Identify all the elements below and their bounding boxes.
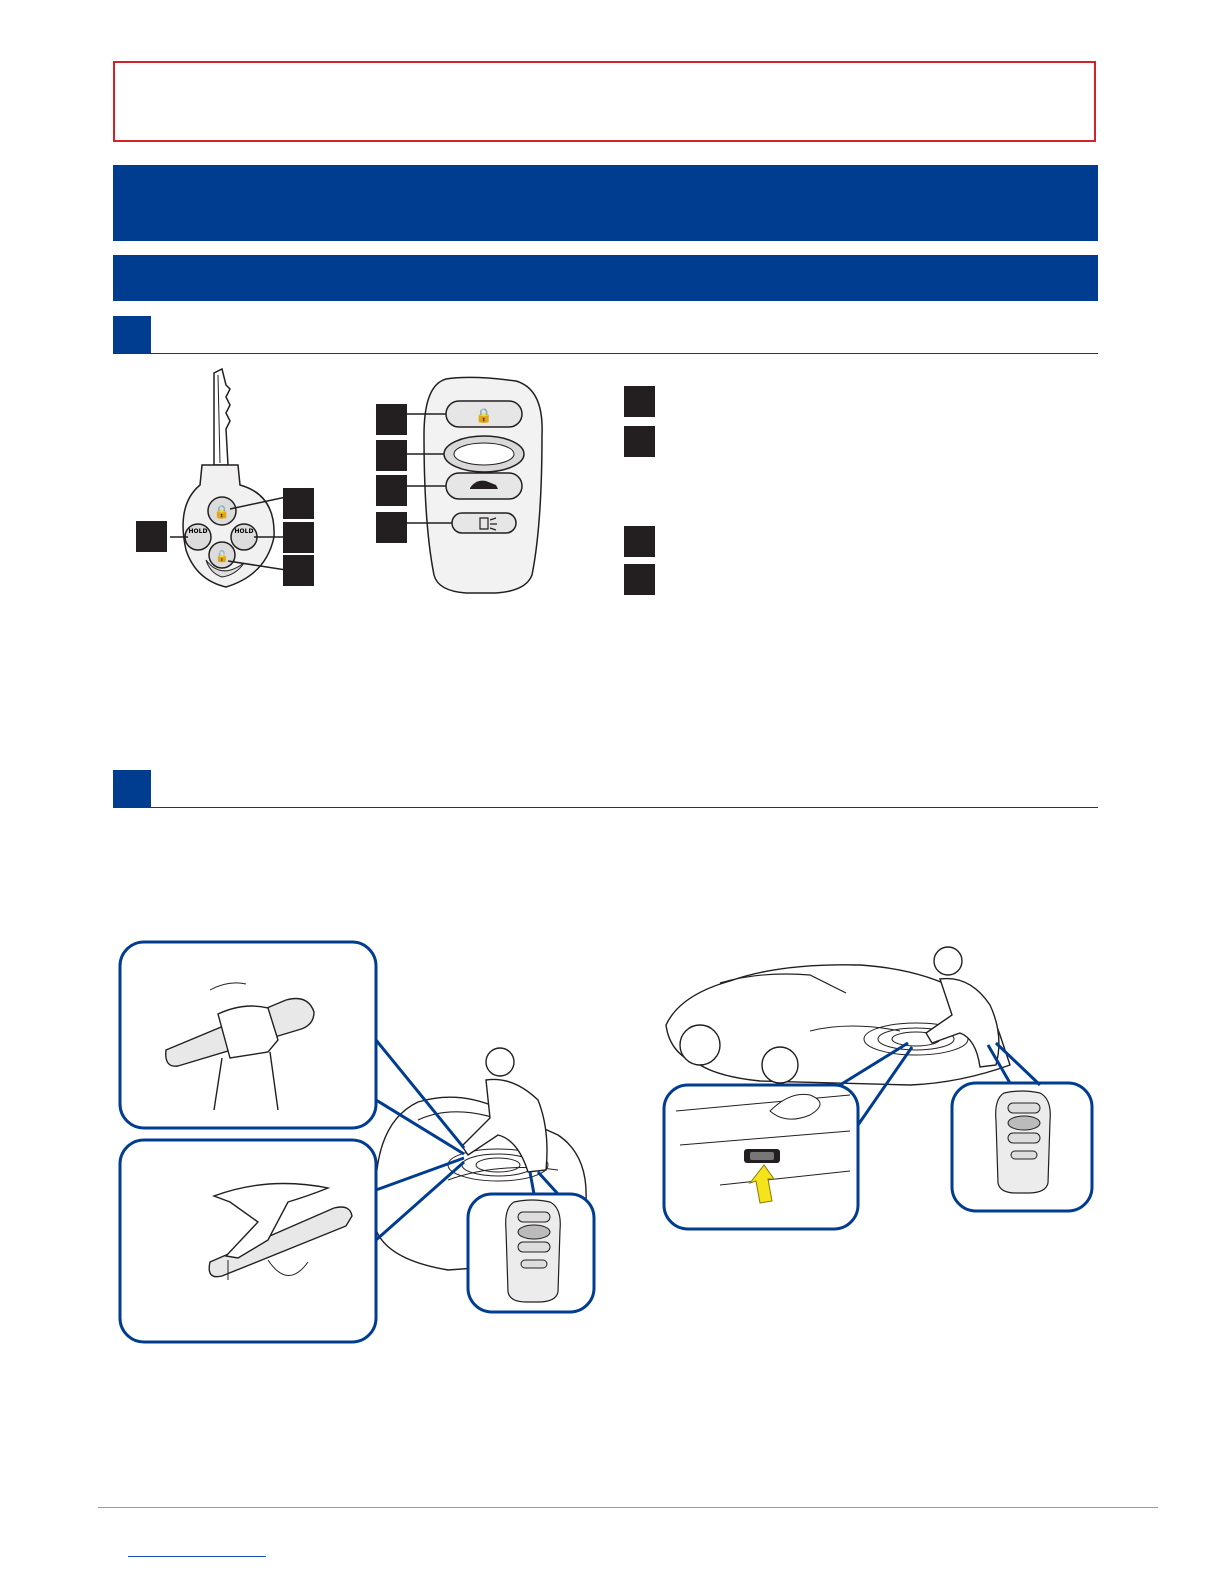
callout-smart-panic [376,512,407,543]
callout-smart-trunk [376,475,407,506]
svg-text:HOLD: HOLD [188,528,208,535]
door-unlock-illustration [118,940,608,1345]
footer-rule [98,1507,1158,1508]
section-2-rule [113,807,1098,808]
legend-3-number [624,526,655,557]
callout-smart-lock [376,404,407,435]
trunk-unlock-illustration [660,935,1100,1235]
panic-icon [452,513,516,533]
svg-text:HOLD: HOLD [234,528,254,535]
section-1-rule [113,353,1098,354]
callout-remote-unlock [283,555,314,586]
page-title [113,165,1098,241]
page-subtitle [113,255,1098,301]
callout-remote-panic [283,522,314,553]
callout-remote-trunk [136,521,167,552]
legend-2-number [624,426,655,457]
callout-remote-lock [283,488,314,519]
callout-smart-unlock [376,440,407,471]
section-1-marker [113,316,151,354]
footer-link[interactable] [128,1556,266,1557]
svg-text:🔒: 🔒 [213,505,231,520]
svg-text:🔒: 🔒 [475,408,493,424]
legend-4-number [624,564,655,595]
legend-1-number [624,386,655,417]
section-2-marker [113,770,151,808]
svg-text:🔓: 🔓 [215,550,229,563]
notice-box [113,61,1096,142]
